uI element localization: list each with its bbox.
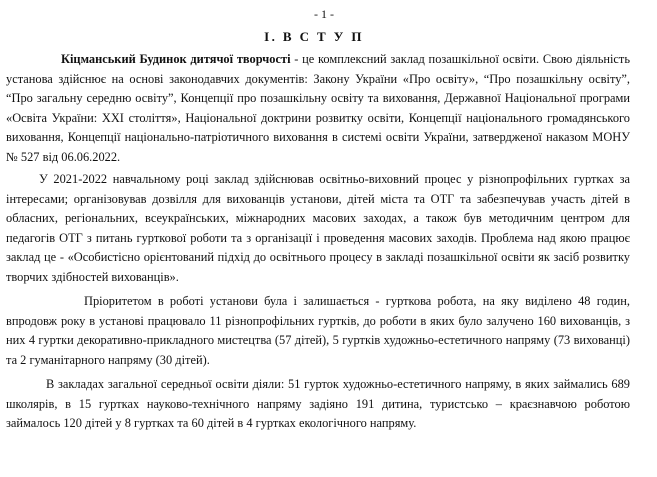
institution-name: Кіцманський Будинок дитячої творчості <box>61 52 291 66</box>
schools-paragraph: В закладах загальної середньої освіти діяли: 51 гурток художньо-естетичного напряму, в яких займались 689 школярів, в 15 гуртках науково-технічного напряму задіяно 191 дитина, туристсько – краєзнавчою роботою займалось 120 дітей у 8 гуртках та 60 дітей в 4 гуртках екологічного напряму. <box>6 377 630 430</box>
academic-year-paragraph: У 2021-2022 навчальному році заклад здійснював освітньо-виховний процес у різнопрофільних гуртках за інтересами; організовував дозвілля для вихованців установи, дітей міста та ОТГ та забезпечував участь дітей в обласних, регіональних, всеукраїнських, міжнародних масових заходах, а також був методичним центром для педагогів ОТГ з питань гурткової роботи та з організації і проведення масових заходів. Проблема над якою працює заклад це - «Особистісно орієнтований підхід до освітнього процесу в закладі позашкільної освіти як засіб розвитку творчих здібностей вихованців». <box>6 172 630 284</box>
section-heading: І. В С Т У П <box>264 29 364 44</box>
priority-paragraph: Пріоритетом в роботі установи була і залишається - гурткова робота, на яку виділено 48 годин, впродовж року в установі працювало 11 різнопрофільних гуртків, до роботи в яких було залучено 160 вихованців, з них 4 гуртки декоративно-прикладного мистецтва (57 дітей), 5 гуртків художньо-естетичного напряму (73 вихованці) та 2 гуманітарного напряму (30 дітей). <box>6 294 630 367</box>
page-number: - 1 - <box>314 7 334 21</box>
intro-text: - це комплексний заклад позашкільної освіти. Свою діяльність установа здійснює на основі законодавчих документів: Закону України «Про освіту», “Про позашкільну освіту”, “Про загальну середню освіту”, Концепції про позашкільну освіту та виховання, Державної Національної програми «Освіта України: ХХІ століття», Національної доктрини розвитку освіти, Концепції національного громадянського виховання, Концепції національно-патріотичного виховання в системі освіти України, затвердженої наказом МОНУ № 527 від 06.06.2022. <box>6 52 630 164</box>
intro-paragraph <box>6 50 630 167</box>
